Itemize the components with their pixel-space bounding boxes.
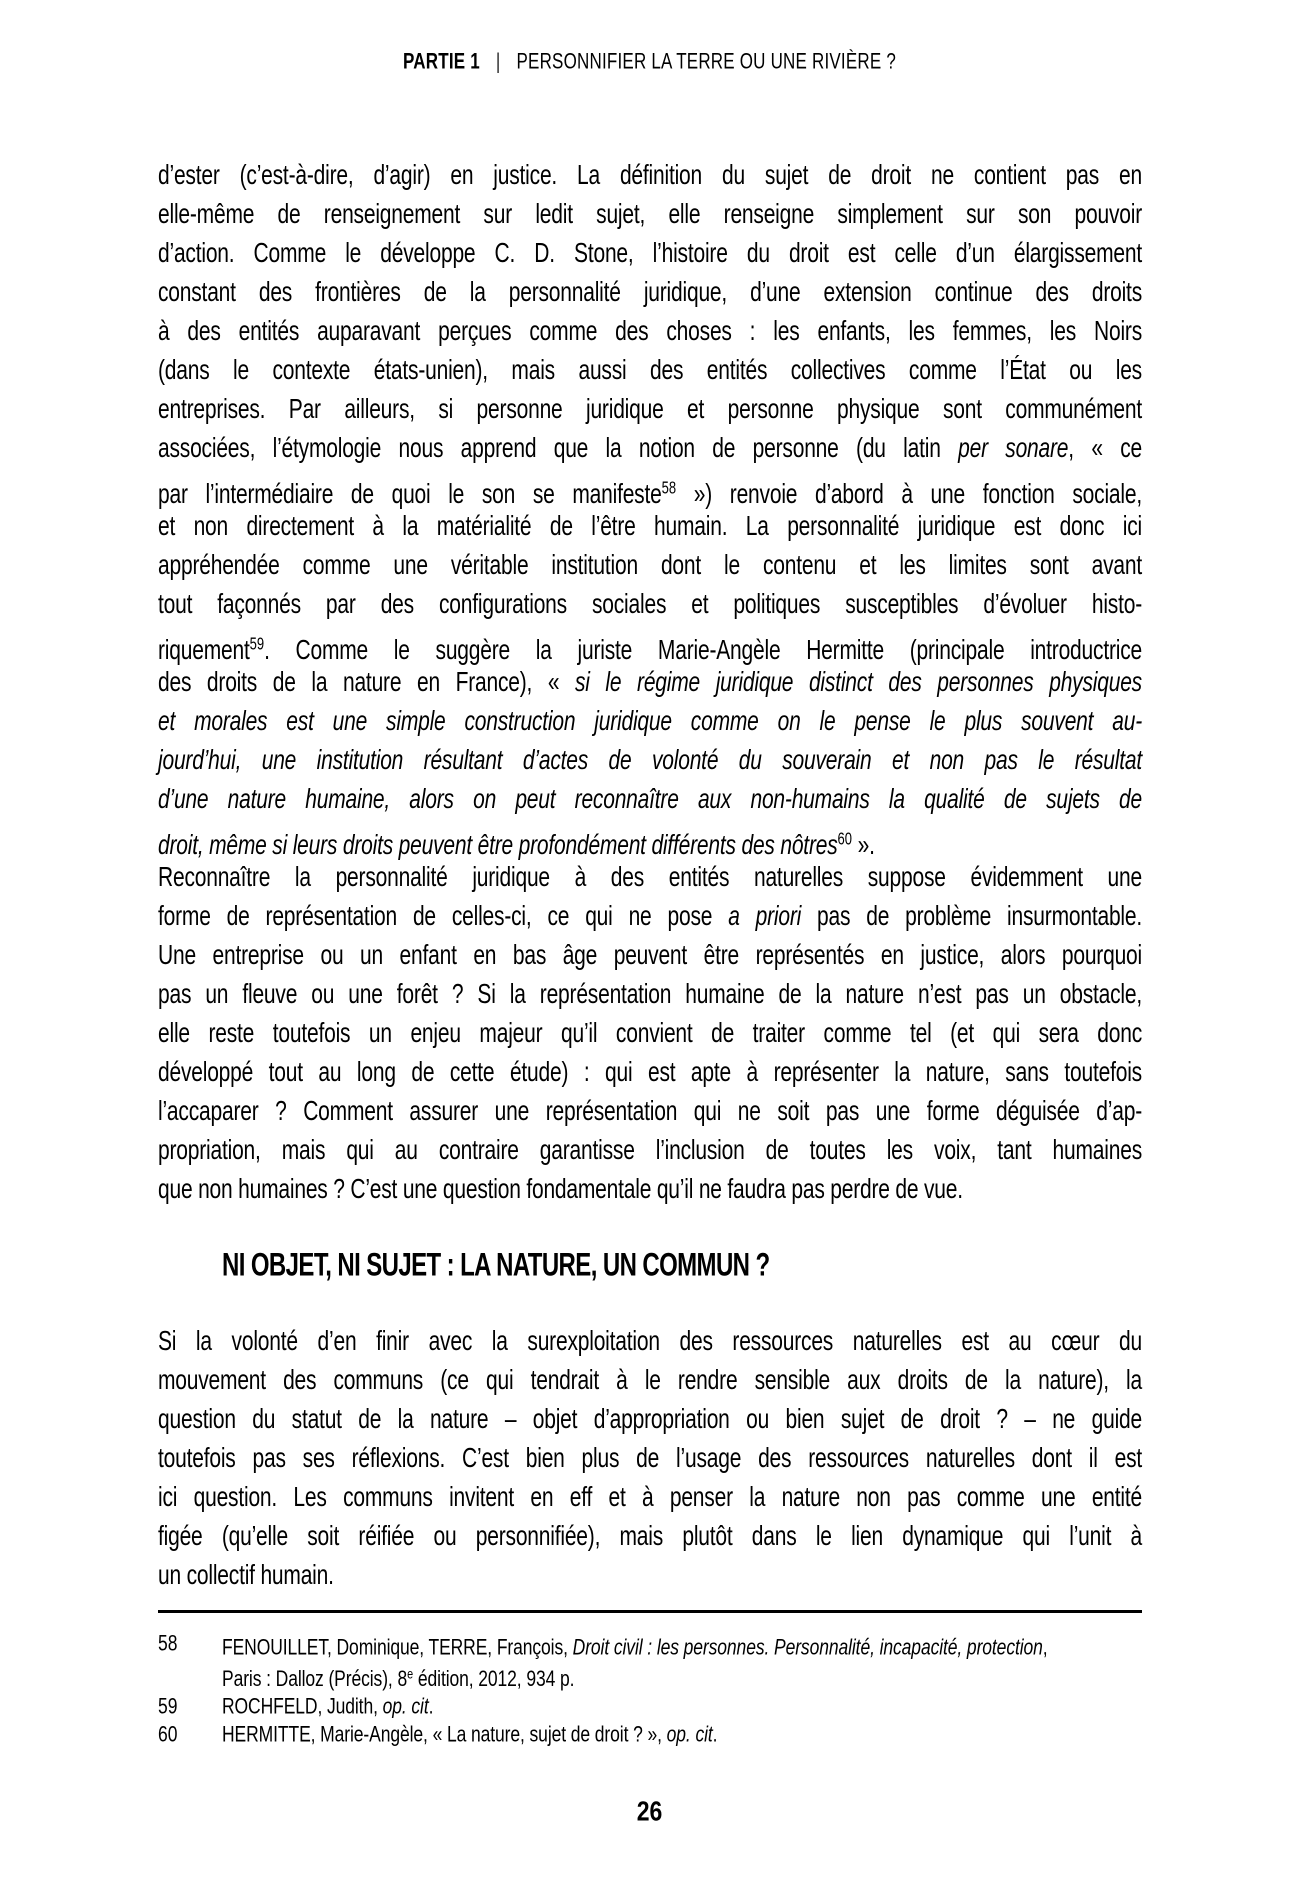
text: à des entités auparavant perçues comme des choses : les enfants, les femmes, les Noirs [158,316,1142,347]
paragraph-3 [158,1322,1142,1595]
text: ROCHFELD, Judith, [222,1693,383,1719]
text: HERMITTE, Marie-Angèle, « La nature, sujet de droit ? », [222,1721,667,1747]
text: mouvement des communs (ce qui tendrait à le rendre sensible aux droits de la nature), la [158,1365,1142,1396]
footnote-marker: 58 [661,477,677,498]
text: développé tout au long de cette étude) : qui est apte à représenter la nature, sans toutefois [158,1057,1142,1088]
text-line [158,1164,1142,1215]
italic-text: Droit civil : les personnes. Personnalité, incapacité, protection [572,1634,1043,1660]
text: l’accaparer ? Comment assurer une représentation qui ne soit pas une forme déguisée d’ap- [158,1096,1142,1127]
text: (dans le contexte états-unien), mais aussi des entités collectives comme l’État ou les [158,355,1142,386]
italic-text: op. cit [666,1721,713,1747]
running-header [0,49,1299,75]
text: , [1042,1634,1048,1660]
text: question du statut de la nature – objet d’appropriation ou bien sujet de droit ? – ne guide [158,1404,1142,1435]
text: ») renvoie d’abord à une fonction sociale, [676,479,1142,510]
text: pas un fleuve ou une forêt ? Si la représentation humaine de la nature n’est pas un obstacle, [158,979,1142,1010]
italic-text: d’une nature humaine, alors on peut reconnaître aux non-humains la qualité de sujets de [158,784,1142,815]
footnote-number: 58 [158,1629,178,1656]
text: appréhendée comme une véritable institution dont le contenu et les limites sont avant [158,550,1142,581]
text: que non humaines ? C’est une question fondamentale qu’il ne faudra pas perdre de vue. [158,1174,963,1205]
text: par l’intermédiaire de quoi le son se manifeste [158,479,662,510]
footnote-number: 60 [158,1721,178,1747]
text: propriation, mais qui au contraire garantisse l’inclusion de toutes les voix, tant humaines [158,1135,1142,1166]
footnote-text [222,1633,1142,1692]
footnotes-list [158,1629,1142,1748]
text-line [158,1550,1142,1601]
footnote [158,1629,1142,1692]
text: forme de représentation de celles-ci, ce qui ne pose [158,901,729,932]
text: pas de problème insurmontable. [801,901,1142,932]
italic-text: droit, même si leurs droits peuvent être profondément différents des nôtres [158,830,838,861]
footnote-marker: 59 [249,633,265,654]
paragraph-2 [158,858,1142,1209]
text: associées, l’étymologie nous apprend que la notion de personne (du latin [158,433,959,464]
text: toutefois pas ses réflexions. C’est bien plus de l’usage des ressources naturelles dont il est [158,1443,1142,1474]
footnote-line [222,1716,1142,1752]
italic-text: et morales est une simple construction juridique comme on le pense le plus souvent au- [158,706,1142,737]
italic-text: a priori [728,901,802,932]
text: ici question. Les communs invitent en eff et à penser la nature non pas comme une entité [158,1482,1142,1513]
italic-text: op. cit [382,1693,429,1719]
chapter-title: PERSONNIFIER LA TERRE OU UNE RIVIÈRE ? [516,49,896,74]
text: Si la volonté d’en finir avec la surexploitation des ressources naturelles est au cœur du [158,1326,1142,1357]
text: des droits de la nature en France), « [158,667,575,698]
paragraph-1 [158,156,1142,861]
section-heading: NI OBJET, NI SUJET : LA NATURE, UN COMMUN ? [222,1247,770,1284]
text: édition, 2012, 934 p. [413,1665,575,1692]
footnote-marker: e [407,1666,414,1683]
text: . [712,1721,718,1747]
text: FENOUILLET, Dominique, TERRE, François, [222,1634,573,1660]
footnote-separator-rule [158,1610,1142,1613]
text: Paris : Dalloz (Précis), 8 [222,1665,408,1692]
part-label: PARTIE 1 [403,49,480,74]
text: riquement [158,635,250,666]
text: elle reste toutefois un enjeu majeur qu’il convient de traiter comme tel (et qui sera donc [158,1018,1142,1049]
text: tout façonnés par des configurations sociales et politiques susceptibles d’évoluer histo- [158,589,1142,620]
text: constant des frontières de la personnalité juridique, d’une extension continue des droits [158,277,1142,308]
text: et non directement à la matérialité de l’être humain. La personnalité juridique est donc ici [158,511,1142,542]
footnote-number: 59 [158,1693,178,1719]
text: entreprises. Par ailleurs, si personne juridique et personne physique sont communément [158,394,1142,425]
text: Reconnaître la personnalité juridique à des entités naturelles suppose évidemment une [158,862,1142,893]
text: . Comme le suggère la juriste Marie-Angèle Hermitte (principale introductrice [264,635,1142,666]
text: elle-même de renseignement sur ledit sujet, elle renseigne simplement sur son pouvoir [158,199,1142,230]
text: d’action. Comme le développe C. D. Stone, l’histoire du droit est celle d’un élargissement [158,238,1142,269]
text: ». [852,830,875,861]
italic-text: jourd’hui, une institution résultant d’actes de volonté du souverain et non pas le résultat [158,745,1142,776]
header-divider: | [495,49,501,74]
page-number: 26 [636,1795,663,1827]
italic-text: si le régime juridique distinct des personnes physiques [575,667,1142,698]
text: un collectif humain. [158,1560,334,1591]
footnote-marker: 60 [837,828,853,849]
text: figée (qu’elle soit réifiée ou personnifiée), mais plutôt dans le lien dynamique qui l’unit à [158,1521,1142,1552]
text: Une entreprise ou un enfant en bas âge peuvent être représentés en justice, alors pourquoi [158,940,1142,971]
text: . [428,1693,434,1719]
italic-text: per sonare [958,433,1069,464]
footnote-text [222,1720,1142,1748]
footnote [158,1720,1142,1748]
text: , « ce [1068,433,1142,464]
text: d’ester (c’est-à-dire, d’agir) en justice. La définition du sujet de droit ne contient pas en [158,160,1142,191]
